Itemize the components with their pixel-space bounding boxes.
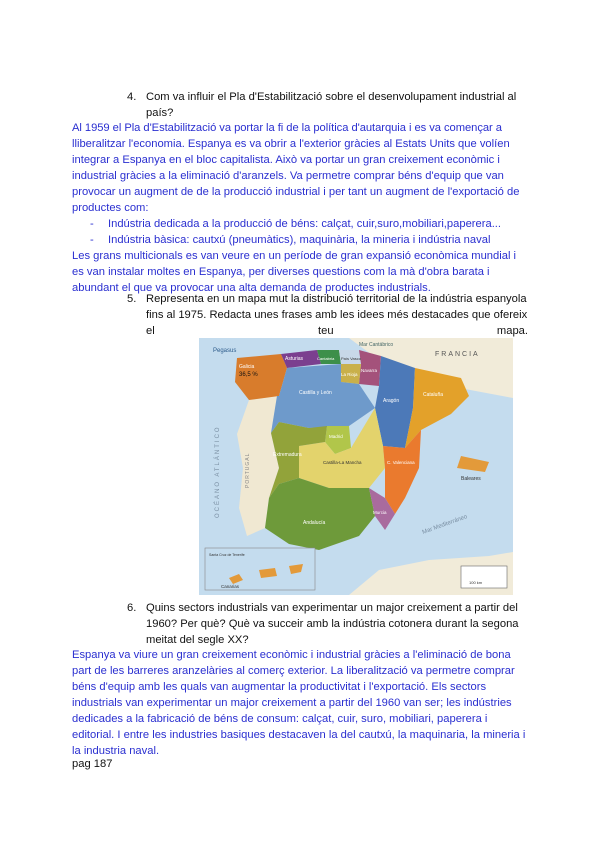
question-5-number: 5. xyxy=(127,293,137,305)
label-castilla-leon: Castilla y León xyxy=(299,390,332,396)
bullet-text: Indústria dedicada a la producció de béns: calçat, cuir,suro,mobiliari,paperera... xyxy=(108,218,502,230)
question-6-number: 6. xyxy=(127,602,137,614)
answer-4 xyxy=(72,120,530,216)
answer-6-line: dedicades a la fabricació de béns de consum: calçat, cuir, suro, mobiliari, paperera i xyxy=(72,713,488,725)
label-mediterranean: Mar Mediterráneo xyxy=(421,514,469,536)
label-canarias: Canarias xyxy=(221,584,240,589)
answer-6-line: editorial. I entre les industries basiques destacaven la del cautxú, la maquinaria, la mineria i xyxy=(72,729,526,741)
answer-6-line: Espanya va viure un gran creixement econòmic i industrial gràcies a l'eliminació de bona xyxy=(72,649,511,661)
question-4-line-1: Com va influir el Pla d'Estabilització sobre el desenvolupament industrial al xyxy=(146,91,517,103)
label-sea-north: Mar Cantábrico xyxy=(359,342,394,348)
bullet-text: Indústria bàsica: cautxú (pneumàtics), maquinària, la mineria i indústria naval xyxy=(108,234,491,246)
question-5-word: mapa. xyxy=(496,325,528,337)
answer-4-closing xyxy=(72,248,530,296)
value-galicia: 36,5 % xyxy=(239,372,258,378)
question-6-line-2: 1960? Per què? Què va succeir amb la indústria cotonera durant la segona xyxy=(146,618,519,630)
label-extremadura: Extremadura xyxy=(273,452,302,458)
answer-4-line: Al 1959 el Pla d'Estabilització va portar la fi de la política d'autarquia i es va començar a xyxy=(72,122,502,134)
question-6 xyxy=(146,600,528,648)
question-5-word: teu xyxy=(318,325,334,337)
answer-6-line: part de les barreres aranzelàries al comerç exterior. La liberalització va permetre comprar xyxy=(72,665,515,677)
question-5-line-2: fins al 1975. Redacta unes frases amb les idees més destacades que ofereix xyxy=(146,309,528,321)
label-navarra: Navarra xyxy=(361,368,378,373)
label-castilla-la-mancha: Castilla-La Mancha xyxy=(323,460,362,465)
scale-box xyxy=(461,566,507,588)
label-pais-vasco: País Vasco xyxy=(341,356,361,361)
label-murcia: Murcia xyxy=(373,510,387,515)
label-baleares: Baleares xyxy=(461,476,481,482)
label-canarias-capital: Santa Cruz de Tenerife xyxy=(209,553,245,557)
page-number: pag 187 xyxy=(72,758,113,770)
question-6-line-3: meitat del segle XX? xyxy=(146,634,249,646)
label-portugal: PORTUGAL xyxy=(245,452,251,488)
question-5-word: el xyxy=(146,325,155,337)
question-4-number: 4. xyxy=(127,91,137,103)
answer-4-line: productes com: xyxy=(72,202,149,214)
label-valenciana: C. Valenciana xyxy=(387,460,415,465)
answer-6-line: béns d'equip amb les quals van augmentar la productivitat i l'exportació. Els sectors xyxy=(72,681,487,693)
question-5 xyxy=(146,291,528,339)
question-5-line-1: Representa en un mapa mut la distribució territorial de la indústria espanyola xyxy=(146,293,527,305)
label-ocean: OCÉANO ATLÁNTICO xyxy=(215,425,221,518)
question-4-line-2: país? xyxy=(146,107,174,119)
label-cantabria: Cantabria xyxy=(317,356,335,361)
answer-4-closing-line: abundant el que va provocar una alta demanda de productes industrials. xyxy=(72,282,431,294)
answer-4-line: provocar un augment de de la producció industrial i per tant un augment de l'exportació de xyxy=(72,186,520,198)
label-scale: 100 km xyxy=(469,580,483,585)
answer-4-bullet-1 xyxy=(90,216,502,232)
answer-6 xyxy=(72,647,530,759)
map-svg xyxy=(199,338,513,595)
answer-4-bullet-2 xyxy=(90,232,491,248)
label-galicia: Galicia xyxy=(239,364,255,370)
label-cataluna: Cataluña xyxy=(423,392,444,398)
map-logo: Pegasus xyxy=(213,348,237,354)
label-france: FRANCIA xyxy=(435,351,480,358)
answer-4-closing-line: es van instalar moltes en Espanya, per diverses questions com la mà d'obra barata i xyxy=(72,266,490,278)
answer-4-line: industrial gràcies a la eliminació d'aranzels. Va permetre comprar béns d'equip que van xyxy=(72,170,504,182)
answer-4-line: lliberalitzar l'economia. Espanya es va obrir a l'exterior gràcies al Estats Units que volíen xyxy=(72,138,510,150)
label-madrid: Madrid xyxy=(329,434,343,439)
label-andalucia: Andalucía xyxy=(303,520,326,526)
question-6-line-1: Quins sectors industrials van experimentar un major creixement a partir del xyxy=(146,602,518,614)
label-asturias: Asturias xyxy=(285,356,304,362)
label-la-rioja: La Rioja xyxy=(341,372,358,377)
answer-4-closing-line: Les grans multicionals es van veure en un període de gran expansió econòmica mundial i xyxy=(72,250,517,262)
label-aragon: Aragón xyxy=(383,398,400,404)
bullet-dash: - xyxy=(90,218,94,230)
bullet-dash: - xyxy=(90,234,94,246)
question-5-line-3 xyxy=(146,323,528,339)
answer-6-line: industrials van experimentar un major creixement a partir del 1960 van ser; les indústries xyxy=(72,697,512,709)
spain-industry-map xyxy=(199,338,513,595)
answer-6-line: la industria naval. xyxy=(72,745,160,757)
answer-4-line: integrar a Espanya en el bloc capitalista. Això va portar un gran creixement econòmic i xyxy=(72,154,500,166)
